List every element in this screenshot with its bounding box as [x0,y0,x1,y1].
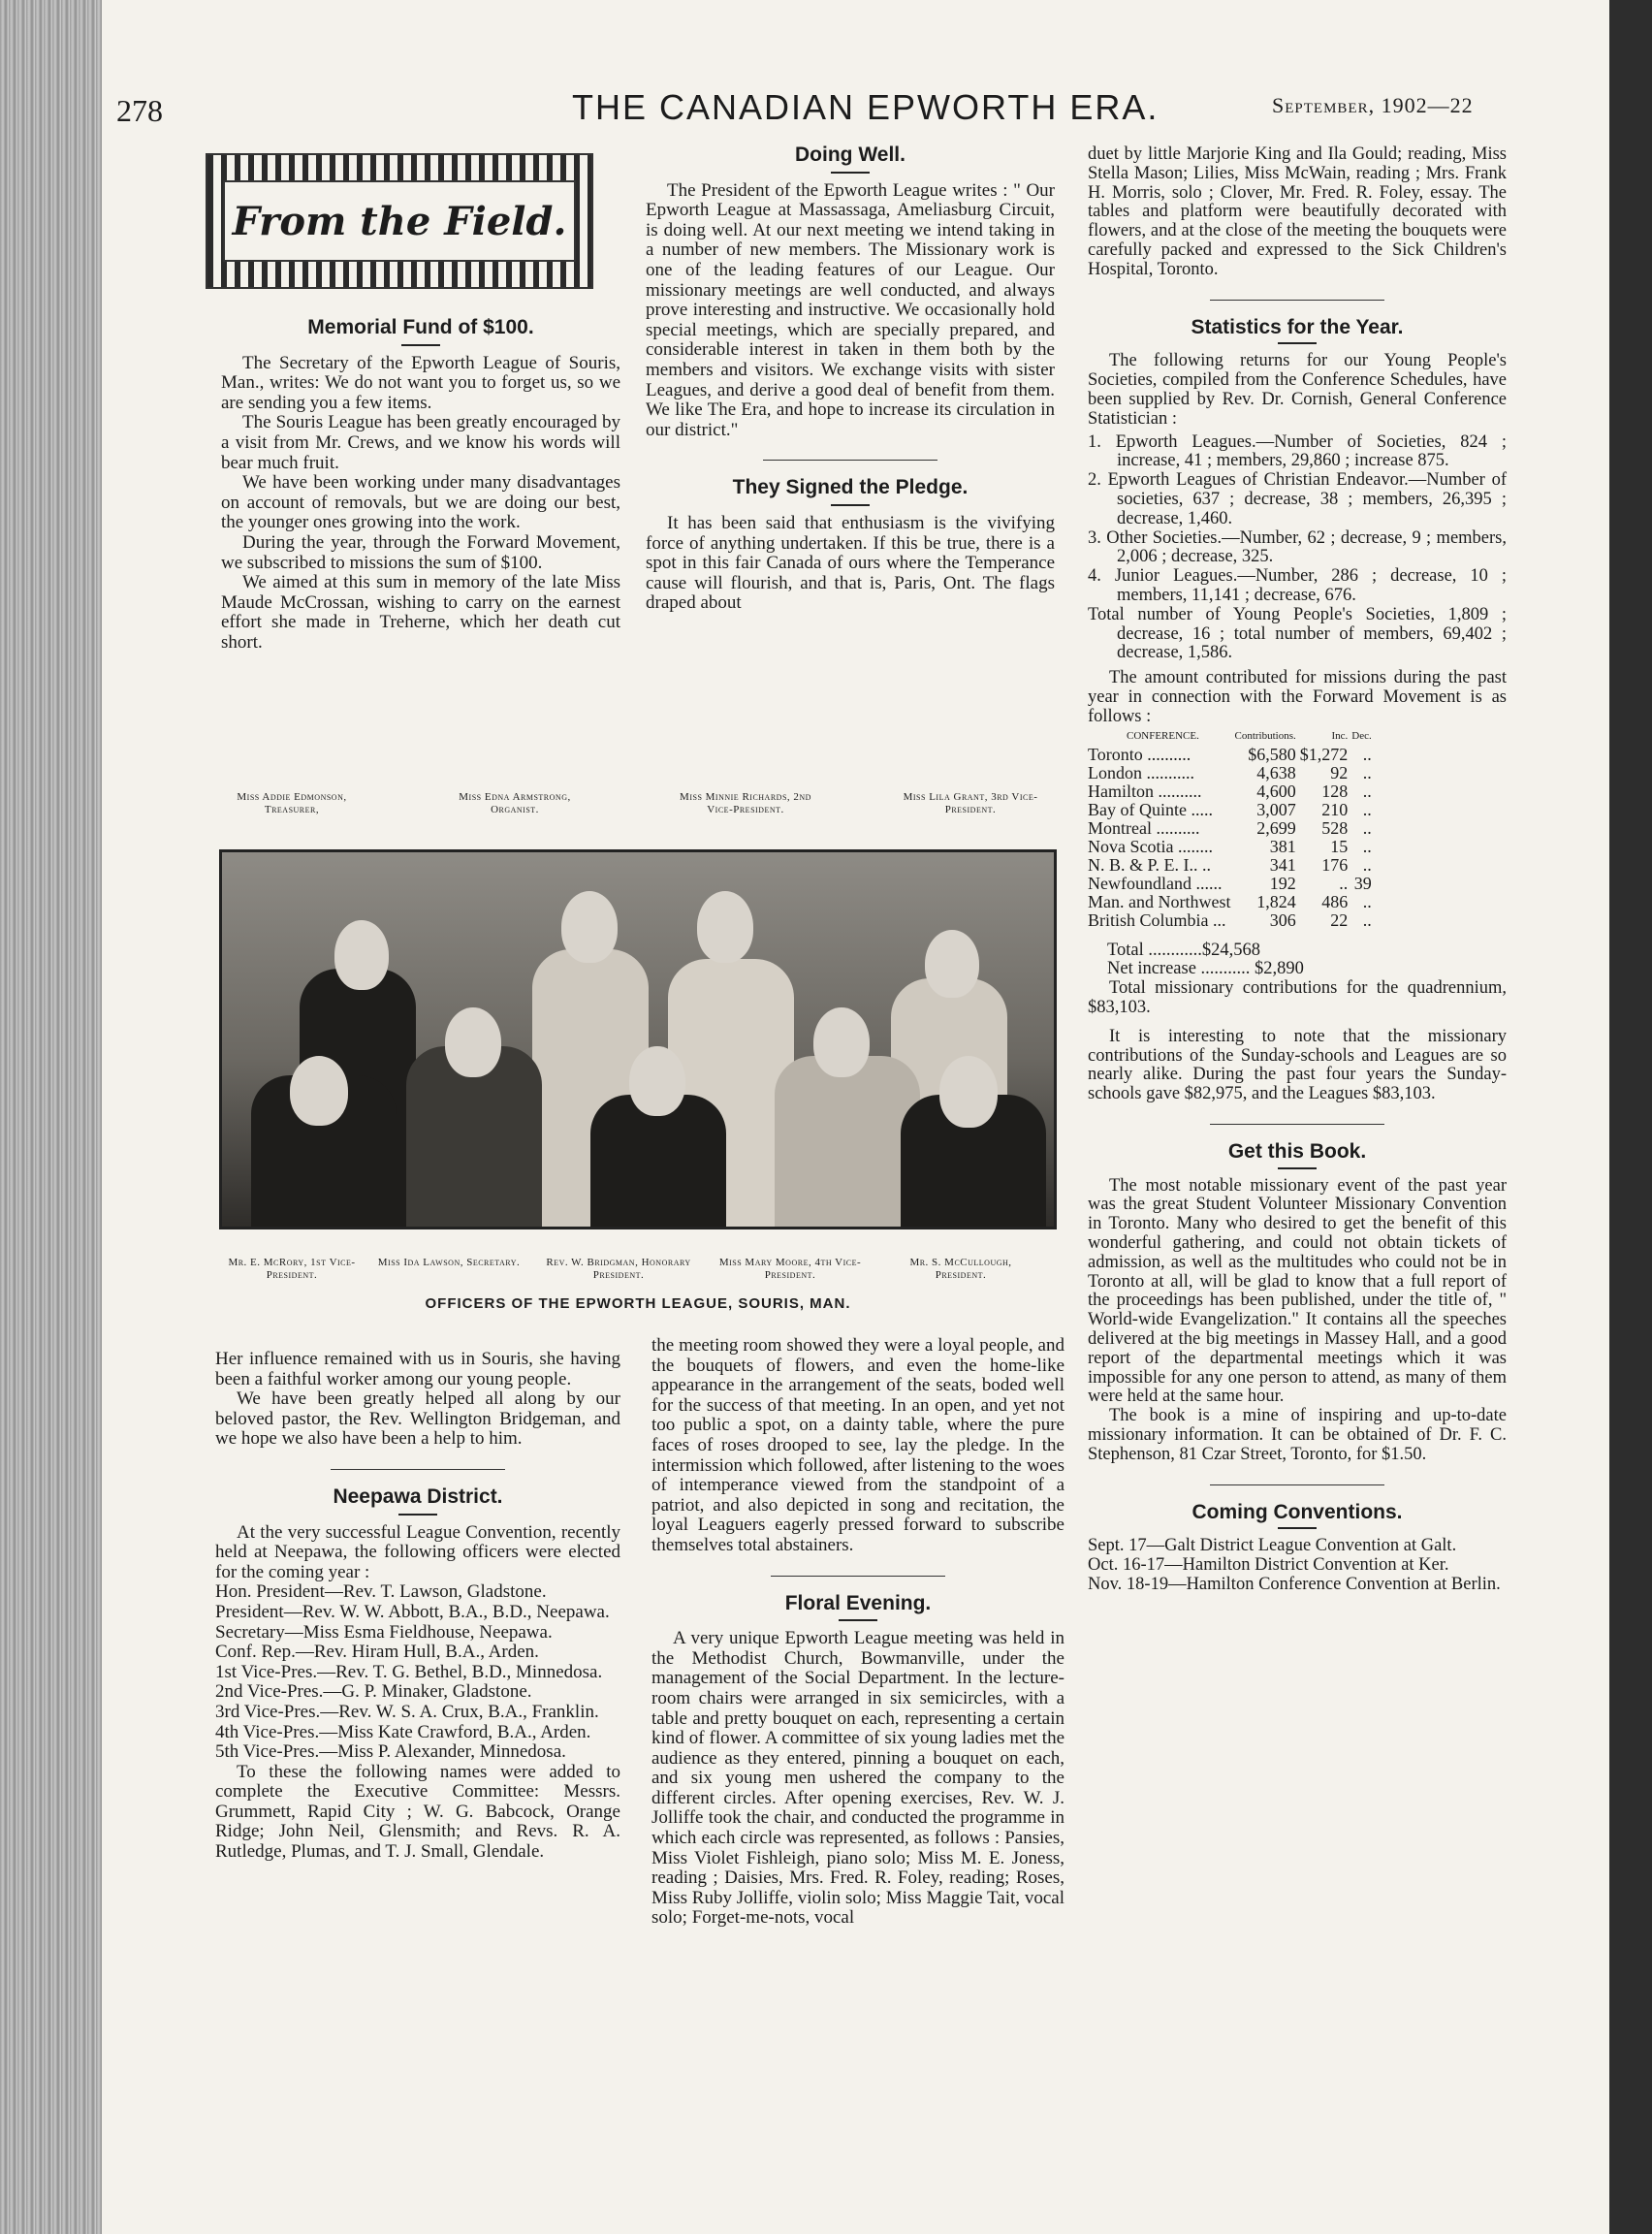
memorial-paragraph: We have been working under many disadvantages on account of removals, but we are doing our best, the younger ones growing into the work. [221,472,620,533]
list-item: Total number of Young People's Societies, 1,809 ; decrease, 16 ; total number of members, 69,402 ; decrease, 1,586. [1088,604,1507,663]
table-cell: $1,272 [1299,744,1349,764]
table-cell: 3,007 [1256,799,1296,819]
column-2-lower [651,1336,1064,1929]
paragraph: To these the following names were added to complete the Executive Committee: Messrs. Grummett, Rapid City ; W. G. Babcock, Orange Ridge; John Neil, Glensmith; and Revs. R. A. Rutledge, Plumas, and T. J. Small, Glendale. [215,1761,620,1863]
paragraph: It is interesting to note that the missionary contributions of the Sunday-schools and Leagues are so nearly alike. During the past four years the Sunday-schools gave $82,975, and the Leagues $83,103. [1088,1026,1507,1104]
conventions-list [1088,1537,1507,1594]
table-cell: 4,638 [1256,762,1296,782]
list-item: Sept. 17—Galt District League Convention at Galt. [1088,1536,1457,1556]
table-header [1088,727,1376,746]
list-item: Hon. President—Rev. T. Lawson, Gladstone. [215,1581,547,1603]
table-cell: .. [1362,817,1372,838]
section-rule [1210,1124,1384,1125]
table-cell: London ........... [1088,762,1194,782]
total-line: Total ............$24,568 [1107,940,1260,960]
column-1-upper [221,318,620,654]
net-increase-line: Net increase ........... $2,890 [1107,959,1304,979]
list-item: 4th Vice-Pres.—Miss Kate Crawford, B.A., Arden. [215,1721,591,1742]
table-header-cell: Inc. [1331,729,1349,742]
column-3 [1088,145,1507,1595]
statistics-list [1088,433,1507,664]
table-cell: Bay of Quinte ..... [1088,799,1213,819]
paragraph: The book is a mine of inspiring and up-to-date missionary information. It can be obtained of Dr. F. C. Stephenson, 81 Czar Street, Toronto, for $1.50. [1088,1406,1507,1464]
section-rule [763,460,937,461]
table-cell: .. [1362,891,1372,911]
table-cell: .. [1362,744,1372,764]
list-item: 4. Junior Leagues.—Number, 286 ; decrease, 10 ; members, 11,141 ; decrease, 676. [1088,566,1507,605]
table-cell: $6,580 [1248,744,1296,764]
paragraph: Total missionary contributions for the quadrennium, $83,103. [1088,978,1507,1017]
conventions-heading: Coming Conventions. [1088,1503,1507,1530]
paragraph: We have been greatly helped all along by our beloved pastor, the Rev. Wellington Bridgeman, and we hope we also have been a help to him. [215,1388,620,1450]
masthead-title: THE CANADIAN EPWORTH ERA. [572,87,1160,127]
table-cell: .. [1362,781,1372,801]
book-heading: Get this Book. [1088,1142,1507,1169]
issue-date: September, 1902—22 [1272,93,1474,117]
table-cell: Nova Scotia ........ [1088,836,1213,856]
table-cell: 15 [1330,836,1349,856]
table-cell: Man. and Northwest [1088,891,1231,911]
book-binding [0,0,102,2234]
table-cell: .. [1362,799,1372,819]
paragraph: A very unique Epworth League meeting was held in the Methodist Church, Bowmanville, under the management of the Social Department. In the lecture-room chairs were arranged in six semicircles, with a table and pretty bouquet on each, representing a certain kind of flower. A committee of six young ladies met the audience as they entered, pinning a bouquet on each, and six young men ushered the company to the different circles. After opening exercises, Rev. W. J. Jolliffe took the chair, and conducted the programme in which each circle was represented, as follows : Pansies, Miss Violet Fishleigh, piano solo; Miss M. E. Joness, reading ; Daisies, Mrs. Fred. R. Foley, reading; Roses, Miss Ruby Jolliffe, violin solo; Miss Maggie Tait, vocal solo; Forget-me-nots, vocal [651,1628,1064,1929]
table-header-cell: CONFERENCE. [1127,729,1199,742]
paragraph: The following returns for our Young People's Societies, compiled from the Conference Schedules, have been supplied by Rev. Dr. Cornish, General Conference Statistician : [1088,351,1507,429]
table-cell: 4,600 [1256,781,1296,801]
table-row [1088,782,1376,801]
photo-caption-top: Miss Minnie Richards, 2nd Vice-President. [680,791,811,815]
table-cell: 381 [1269,836,1296,856]
floral-heading: Floral Evening. [651,1594,1064,1622]
table-cell: 128 [1321,781,1349,801]
list-item: 3rd Vice-Pres.—Rev. W. S. A. Crux, B.A., Franklin. [215,1701,599,1722]
memorial-paragraph: The Secretary of the Epworth League of Souris, Man., writes: We do not want you to forget us, so we are sending you a few items. [221,352,620,413]
photo-caption-top: Miss Lila Grant, 3rd Vice-President. [903,791,1038,815]
list-item: 1. Epworth Leagues.—Number of Societies, 824 ; increase, 41 ; members, 29,860 ; increase 875. [1088,431,1507,471]
table-header-cell: Dec. [1351,729,1372,742]
officer-list [215,1582,620,1762]
paragraph: At the very successful League Convention, recently held at Neepawa, the following officers were elected for the coming year : [215,1521,620,1582]
section-banner [206,153,593,289]
list-item: 3. Other Societies.—Number, 62 ; decrease, 9 ; members, 2,006 ; decrease, 325. [1088,527,1507,567]
contributions-table [1088,727,1376,930]
table-cell: 210 [1321,799,1349,819]
list-item: 2. Epworth Leagues of Christian Endeavor.—Number of societies, 637 ; decrease, 38 ; members, 26,395 ; decrease, 1,460. [1088,470,1507,528]
paragraph: duet by little Marjorie King and Ila Gould; reading, Miss Stella Mason; Lilies, Miss McWain, reading ; Mrs. Frank H. Morris, solo ; Clover, Mr. Fred. R. Foley, essay. The tables and platform were beautifully decorated with flowers, and at the close of the meeting the bouquets were carefully packed and expressed to the Sick Children's Hospital, Toronto. [1088,144,1507,279]
table-cell: N. B. & P. E. I.. .. [1088,854,1212,875]
list-item: Nov. 18-19—Hamilton Conference Convention at Berlin. [1088,1575,1501,1595]
group-photograph [219,849,1057,1229]
table-cell: .. [1362,910,1372,930]
table-row [1088,856,1376,875]
list-item: Conf. Rep.—Rev. Hiram Hull, B.A., Arden. [215,1642,539,1663]
table-cell: .. [1362,854,1372,875]
table-row [1088,801,1376,819]
photo-caption-top: Miss Edna Armstrong, Organist. [459,791,571,815]
doing-well-paragraph: The President of the Epworth League writes : " Our Epworth League at Massassaga, Ameliasburg Circuit, is doing well. At our next meeting we intend taking in a number of new members. The Missionary work is one of the leading features of our League. Our missionary meetings are well conducted, and always prove interesting and instructive. We occasionally hold special meetings, which are specially prepared, and considerable interest in taken in them both by the members and visitors. We exchange visits with sister Leagues, and derive a good deal of benefit from them. We like The Era, and hope to increase its circulation in our district." [646,179,1055,440]
table-cell: 39 [1353,873,1372,893]
table-cell: 306 [1269,910,1296,930]
photo-caption-top: Miss Addie Edmonson, Treasurer, [237,791,347,815]
paragraph: The amount contributed for missions during the past year in connection with the Forward Movement is as follows : [1088,668,1507,726]
table-cell: 2,699 [1256,817,1296,838]
section-rule [331,1469,505,1470]
section-rule [1210,300,1384,301]
photo-title: OFFICERS OF THE EPWORTH LEAGUE, SOURIS, MAN. [425,1295,851,1312]
photo-caption-bottom: Mr. E. McRory, 1st Vice-President. [228,1257,356,1281]
page-number: 278 [116,93,163,128]
table-row [1088,911,1376,930]
table-cell: .. [1362,836,1372,856]
table-cell: .. [1362,762,1372,782]
table-row [1088,764,1376,782]
list-item: 5th Vice-Pres.—Miss P. Alexander, Minnedosa. [215,1741,566,1763]
memorial-paragraph: We aimed at this sum in memory of the late Miss Maude McCrossan, wishing to carry on the earnest effort she made in Treherne, which her death cut short. [221,572,620,653]
table-header-cell: Contributions. [1234,729,1296,742]
photo-caption-bottom: Rev. W. Bridgman, Honorary President. [546,1257,691,1281]
pledge-paragraph: It has been said that enthusiasm is the vivifying force of anything undertaken. If this be true, there is a spot in this fair Canada of ours where the Temperance cause will flourish, and that is, Paris, Ont. The flags draped about [646,512,1055,614]
list-item: 1st Vice-Pres.—Rev. T. G. Bethel, B.D., Minnedosa. [215,1661,603,1682]
table-cell: Montreal .......... [1088,817,1200,838]
table-row [1088,875,1376,893]
photo-caption-bottom: Miss Mary Moore, 4th Vice-President. [718,1257,862,1281]
table-cell: Newfoundland ...... [1088,873,1223,893]
table-cell: British Columbia ... [1088,910,1226,930]
table-cell: 528 [1321,817,1349,838]
table-cell: 192 [1269,873,1296,893]
paragraph: Her influence remained with us in Souris, she having been a faithful worker among our young people. [215,1349,620,1389]
page-edge-shadow [1609,0,1652,2234]
table-row [1088,746,1376,764]
table-cell: 1,824 [1256,891,1296,911]
statistics-heading: Statistics for the Year. [1088,318,1507,345]
table-cell: 486 [1321,891,1349,911]
section-banner-title: From the Field. [223,180,576,262]
neepawa-heading: Neepawa District. [215,1487,620,1516]
list-item: Oct. 16-17—Hamilton District Convention at Ker. [1088,1555,1449,1576]
doing-well-heading: Doing Well. [646,145,1055,174]
table-cell: 341 [1269,854,1296,875]
list-item: 2nd Vice-Pres.—G. P. Minaker, Gladstone. [215,1681,532,1703]
section-rule [771,1576,945,1577]
paragraph: The most notable missionary event of the past year was the great Student Volunteer Missionary Convention in Toronto. Many who desired to get the benefit of this wonderful gathering, and could not obtain tickets of admission, as well as the multitudes who could not be in Toronto at all, will be glad to know that a full report of the proceedings has been published, under the title of, " World-wide Evangelization." It contains all the speeches delivered at the big meetings in Massey Hall, and a good report of the departmental meetings which it was impossible for any one person to attend, as many of them were held at the same hour. [1088,1175,1507,1407]
table-cell: Hamilton .......... [1088,781,1202,801]
table-cell: 92 [1330,762,1349,782]
column-2-upper [646,145,1055,614]
photo-caption-bottom: Mr. S. McCullough, President. [909,1257,1012,1281]
table-row [1088,838,1376,856]
table-row [1088,893,1376,911]
column-1-lower [215,1350,620,1863]
table-cell: 22 [1330,910,1349,930]
table-row [1088,819,1376,838]
table-cell: .. [1339,873,1349,893]
photo-caption-bottom: Miss Ida Lawson, Secretary. [377,1257,521,1268]
paragraph: the meeting room showed they were a loyal people, and the bouquets of flowers, and even the home-like appearance in the arrangement of the seats, boded well for the success of that meeting. In an open, and yet not too public a spot, on a dainty table, where the pure faces of roses drooped to see, lay the pledge. In the intermission which followed, after listening to the woes of intemperance viewed from the standpoint of a patriot, and also depicted in song and recitation, the loyal Leaguers eagerly pressed forward to subscribe themselves total abstainers. [651,1335,1064,1555]
table-cell: Toronto .......... [1088,744,1191,764]
memorial-paragraph: During the year, through the Forward Movement, we subscribed to missions the sum of $100. [221,531,620,573]
pledge-heading: They Signed the Pledge. [646,478,1055,506]
memorial-paragraph: The Souris League has been greatly encouraged by a visit from Mr. Crews, and we know his words will bear much fruit. [221,412,620,473]
list-item: Secretary—Miss Esma Fieldhouse, Neepawa. [215,1621,553,1643]
table-cell: 176 [1321,854,1349,875]
section-rule [1210,1484,1384,1485]
memorial-heading: Memorial Fund of $100. [221,318,620,346]
list-item: President—Rev. W. W. Abbott, B.A., B.D., Neepawa. [215,1601,610,1622]
